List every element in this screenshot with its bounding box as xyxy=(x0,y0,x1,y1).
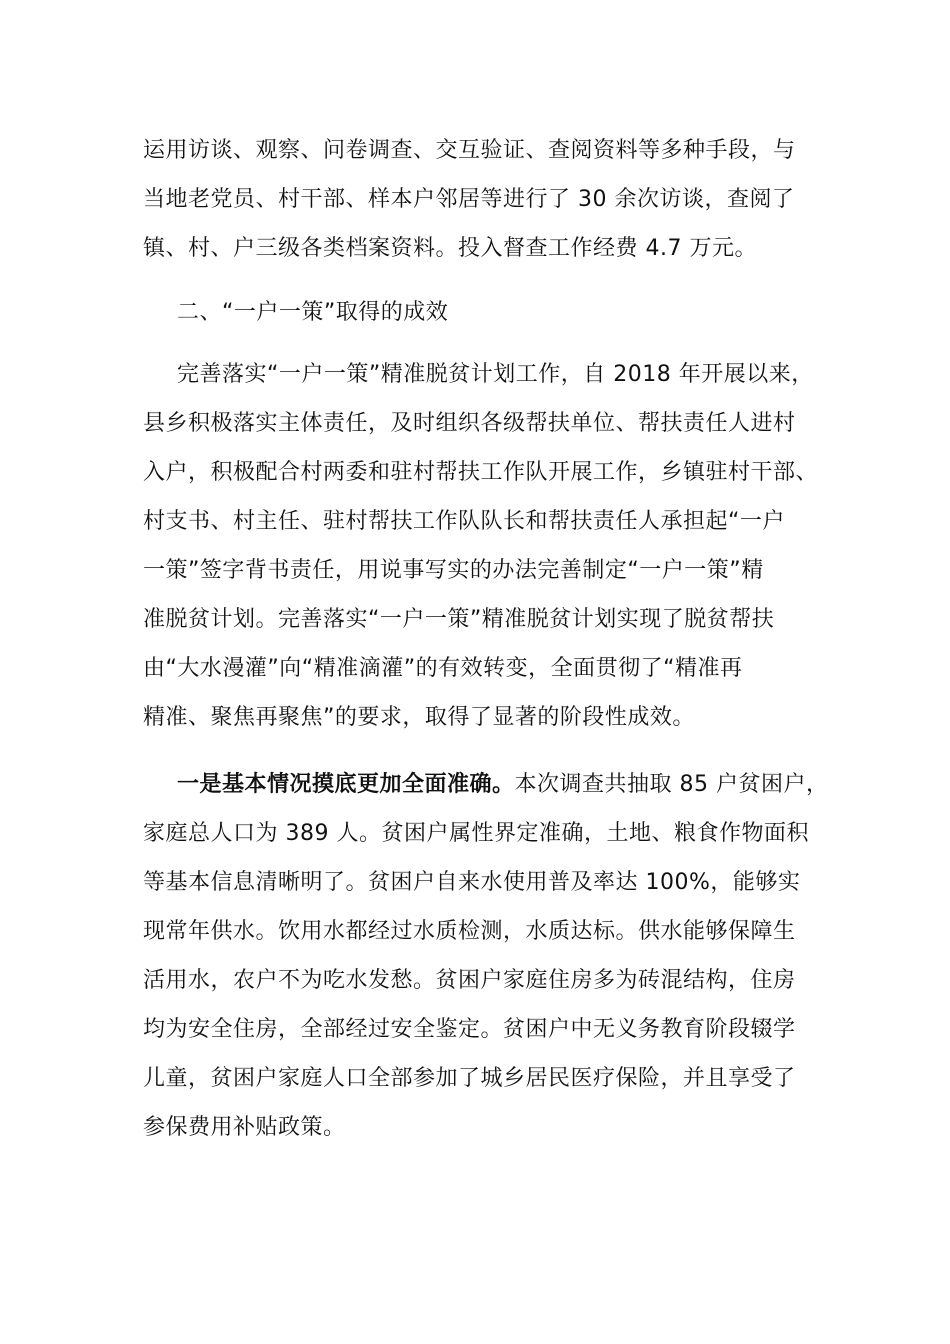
text-line: 活用水，农户不为吃水发愁。贫困户家庭住房多为砖混结构，住房 xyxy=(143,968,796,993)
text-line: 村支书、村主任、驻村帮扶工作队队长和帮扶责任人承担起“一户 xyxy=(143,509,785,534)
text-line: 运用访谈、观察、问卷调查、交互验证、查阅资料等多种手段，与 xyxy=(143,138,796,163)
text-line: 儿童，贫困户家庭人口全部参加了城乡居民医疗保险，并且享受了 xyxy=(143,1066,796,1091)
text-line: 参保费用补贴政策。 xyxy=(143,1115,346,1140)
text-line: 由“大水漫灌”向“精准滴灌”的有效转变，全面贯彻了“精准再 xyxy=(143,656,743,681)
paragraph-achievements xyxy=(143,350,819,742)
text-line: 镇、村、户三级各类档案资料。投入督查工作经费 4.7 万元。 xyxy=(143,236,757,261)
bold-lead-text: 一是基本情况摸底更加全面准确。 xyxy=(177,772,515,797)
text-line: 准脱贫计划。完善落实“一户一策”精准脱贫计划实现了脱贫帮扶 xyxy=(143,607,775,632)
text-line: 完善落实“一户一策”精准脱贫计划工作，自 2018 年开展以来， xyxy=(177,362,814,387)
text-line: 当地老党员、村干部、样本户邻居等进行了 30 余次访谈，查阅了 xyxy=(143,187,795,212)
lead-line-rest: 本次调查共抽取 85 户贫困户， xyxy=(514,772,829,797)
text-line: 精准、聚焦再聚焦”的要求，取得了显著的阶段性成效。 xyxy=(143,705,695,730)
text-line: 现常年供水。饮用水都经过水质检测，水质达标。供水能够保障生 xyxy=(143,919,796,944)
text-line: 县乡积极落实主体责任，及时组织各级帮扶单位、帮扶责任人进村 xyxy=(143,411,796,436)
section-heading xyxy=(143,288,808,337)
text-line: 一策”签字背书责任，用说事写实的办法完善制定“一户一策”精 xyxy=(143,558,764,583)
heading-text: 二、“一户一策”取得的成效 xyxy=(177,300,449,325)
text-line xyxy=(143,760,829,809)
text-line: 家庭总人口为 389 人。贫困户属性界定准确，土地、粮食作物面积 xyxy=(143,821,809,846)
text-line: 入户，积极配合村两委和驻村帮扶工作队开展工作，乡镇驻村干部、 xyxy=(143,460,819,485)
text-line: 等基本信息清晰明了。贫困户自来水使用普及率达 100%，能够实 xyxy=(143,870,801,895)
paragraph-basic-info xyxy=(143,760,829,1152)
paragraph-methods xyxy=(143,126,808,273)
text-line: 均为安全住房，全部经过安全鉴定。贫困户中无义务教育阶段辍学 xyxy=(143,1017,796,1042)
